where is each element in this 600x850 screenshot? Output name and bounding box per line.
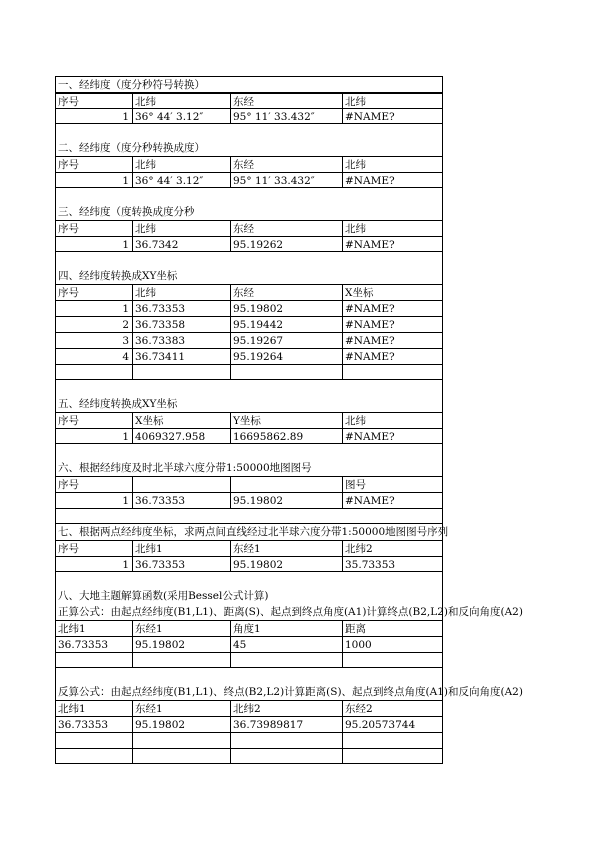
section-4-empty-row [55, 364, 443, 380]
data-cell[interactable]: 1 [55, 492, 133, 508]
data-cell[interactable]: #NAME? [343, 428, 443, 444]
header-cell[interactable]: 北纬 [343, 93, 443, 109]
empty-cell[interactable] [133, 364, 231, 380]
empty-cell[interactable] [55, 652, 133, 668]
section-7-header-row [55, 540, 443, 556]
data-cell[interactable]: 95.19267 [231, 332, 343, 348]
data-cell[interactable]: 36.73411 [133, 348, 231, 364]
data-cell[interactable]: 95.20573744 [343, 716, 443, 732]
header-cell[interactable]: 北纬 [343, 412, 443, 428]
header-cell[interactable]: 序号 [55, 156, 133, 172]
data-cell[interactable]: 95.19802 [231, 492, 343, 508]
data-cell[interactable]: 36.73353 [55, 716, 133, 732]
section-2-data-row [55, 172, 443, 188]
header-cell[interactable]: 东经 [231, 93, 343, 109]
data-cell[interactable]: 95.19802 [133, 636, 231, 652]
inverse-caption-row [55, 684, 523, 700]
section-2-header-row [55, 156, 443, 172]
blank-row [55, 444, 443, 460]
blank-row [55, 124, 443, 140]
section-8-title-row [55, 588, 443, 604]
section-1-title-row [55, 76, 443, 92]
data-cell[interactable]: 45 [231, 636, 343, 652]
data-cell[interactable]: 36.73353 [133, 492, 231, 508]
header-cell[interactable]: 北纬 [133, 156, 231, 172]
data-cell[interactable]: #NAME? [343, 172, 443, 188]
data-cell[interactable]: 95° 11′ 33.432″ [231, 172, 343, 188]
blank-row [55, 380, 443, 396]
data-cell[interactable]: 1 [55, 108, 133, 124]
section-7-data-row [55, 556, 443, 572]
empty-cell[interactable] [343, 364, 443, 380]
header-cell[interactable]: 东经 [231, 220, 343, 236]
section-3-title-row [55, 204, 443, 220]
section-5-header-row [55, 412, 443, 428]
section-1-data-row [55, 108, 443, 124]
header-cell[interactable]: 序号 [55, 220, 133, 236]
blank-row [55, 668, 443, 684]
header-cell[interactable]: 北纬1 [55, 700, 133, 716]
data-cell[interactable]: #NAME? [343, 332, 443, 348]
inverse-empty-row [55, 748, 443, 764]
data-cell[interactable]: 36.73353 [55, 636, 133, 652]
data-cell[interactable]: 95.19802 [231, 556, 343, 572]
empty-cell[interactable] [343, 732, 443, 748]
header-cell[interactable]: 角度1 [231, 620, 343, 636]
empty-cell[interactable] [55, 732, 133, 748]
forward-header-row [55, 620, 443, 636]
section-3-header-row [55, 220, 443, 236]
header-cell[interactable]: 北纬 [133, 284, 231, 300]
data-cell[interactable]: 36.73353 [133, 300, 231, 316]
header-cell[interactable]: 距离 [343, 620, 443, 636]
data-cell[interactable]: 36.73353 [133, 556, 231, 572]
section-title: 二、经纬度（度分秒转换成度） [55, 140, 443, 156]
section-title: 五、经纬度转换成XY坐标 [55, 396, 443, 412]
section-4-data-row [55, 348, 443, 364]
header-cell[interactable]: X坐标 [133, 412, 231, 428]
header-cell[interactable] [133, 476, 231, 492]
section-title: 八、大地主题解算函数(采用Bessel公式计算) [55, 588, 443, 604]
data-cell[interactable]: 16695862.89 [231, 428, 343, 444]
section-title: 七、根据两点经纬度坐标，求两点间直线经过北半球六度分带1:50000地图图号序列 [55, 524, 443, 540]
header-cell[interactable]: 北纬2 [343, 540, 443, 556]
header-cell[interactable]: 东经 [231, 284, 343, 300]
empty-cell[interactable] [231, 652, 343, 668]
forward-data-row [55, 636, 443, 652]
data-cell[interactable]: 1 [55, 300, 133, 316]
header-cell[interactable]: 序号 [55, 412, 133, 428]
section-title: 四、经纬度转换成XY坐标 [55, 268, 443, 284]
data-cell[interactable]: #NAME? [343, 108, 443, 124]
empty-cell[interactable] [55, 364, 133, 380]
data-cell[interactable]: 95.19264 [231, 348, 343, 364]
empty-cell[interactable] [343, 652, 443, 668]
header-cell[interactable]: 东经 [231, 156, 343, 172]
data-cell[interactable]: 95.19802 [133, 716, 231, 732]
data-cell[interactable]: 95.19262 [231, 236, 343, 252]
data-cell[interactable]: 95.19802 [231, 300, 343, 316]
section-5-data-row [55, 428, 443, 444]
inverse-header-row [55, 700, 443, 716]
header-cell[interactable]: 东经2 [343, 700, 443, 716]
empty-cell[interactable] [343, 748, 443, 764]
header-cell[interactable]: 北纬 [133, 220, 231, 236]
blank-row [55, 188, 443, 204]
data-cell[interactable]: #NAME? [343, 236, 443, 252]
section-3-data-row [55, 236, 443, 252]
section-2-title-row [55, 140, 443, 156]
data-cell[interactable]: 1 [55, 172, 133, 188]
forward-caption-row [55, 604, 523, 620]
data-cell[interactable]: 4 [55, 348, 133, 364]
empty-cell[interactable] [133, 652, 231, 668]
data-cell[interactable]: 3 [55, 332, 133, 348]
section-6-title-row [55, 460, 443, 476]
header-cell[interactable]: 北纬 [343, 220, 443, 236]
section-title: 三、经纬度（度转换成度分秒 [55, 204, 443, 220]
data-cell[interactable]: 1 [55, 556, 133, 572]
header-cell[interactable]: 北纬1 [55, 620, 133, 636]
header-cell[interactable]: Y坐标 [231, 412, 343, 428]
data-cell[interactable]: 36.7342 [133, 236, 231, 252]
empty-cell[interactable] [231, 732, 343, 748]
header-cell[interactable]: 序号 [55, 93, 133, 109]
data-cell[interactable]: 35.73353 [343, 556, 443, 572]
data-cell[interactable]: 1000 [343, 636, 443, 652]
section-4-title-row [55, 268, 443, 284]
data-cell[interactable]: 95.19442 [231, 316, 343, 332]
data-cell[interactable]: #NAME? [343, 348, 443, 364]
data-cell[interactable]: 36° 44′ 3.12″ [133, 172, 231, 188]
section-4-data-row [55, 332, 443, 348]
header-cell[interactable]: 序号 [55, 476, 133, 492]
inverse-data-row [55, 716, 443, 732]
data-cell[interactable]: #NAME? [343, 492, 443, 508]
header-cell[interactable]: 序号 [55, 540, 133, 556]
blank-row [55, 252, 443, 268]
header-cell[interactable]: 图号 [343, 476, 443, 492]
data-cell[interactable]: 2 [55, 316, 133, 332]
empty-cell[interactable] [231, 364, 343, 380]
section-6-data-row [55, 492, 443, 508]
header-cell[interactable]: 北纬 [133, 93, 231, 109]
empty-cell[interactable] [55, 748, 133, 764]
section-1-header-row [55, 92, 443, 108]
header-cell[interactable]: 东经1 [231, 540, 343, 556]
blank-row [55, 572, 443, 588]
data-cell[interactable]: #NAME? [343, 300, 443, 316]
section-7-title-row [55, 524, 449, 540]
data-cell[interactable]: 4069327.958 [133, 428, 231, 444]
data-cell[interactable]: 36.73989817 [231, 716, 343, 732]
empty-cell[interactable] [133, 748, 231, 764]
header-cell[interactable]: X坐标 [343, 284, 443, 300]
section-5-title-row [55, 396, 443, 412]
inverse-empty-row [55, 732, 443, 748]
data-cell[interactable]: 1 [55, 236, 133, 252]
section-6-header-row [55, 476, 443, 492]
header-cell[interactable] [231, 476, 343, 492]
spreadsheet [55, 76, 523, 764]
header-cell[interactable]: 东经1 [133, 700, 231, 716]
data-cell[interactable]: 36° 44′ 3.12″ [133, 108, 231, 124]
data-cell[interactable]: #NAME? [343, 316, 443, 332]
forward-formula-caption: 正算公式：由起点经纬度(B1,L1)、距离(S)、起点到终点角度(A1)计算终点(B2,L2)和反向角度(A2) [55, 604, 443, 620]
section-4-data-row [55, 300, 443, 316]
section-4-data-row [55, 316, 443, 332]
header-cell[interactable]: 北纬 [343, 156, 443, 172]
empty-cell[interactable] [133, 732, 231, 748]
inverse-formula-caption: 反算公式：由起点经纬度(B1,L1)、终点(B2,L2)计算距离(S)、起点到终点角度(A1)和反向角度(A2) [55, 684, 443, 700]
header-cell[interactable]: 北纬1 [133, 540, 231, 556]
section-title: 六、根据经纬度及时北半球六度分带1:50000地图图号 [55, 460, 443, 476]
data-cell[interactable]: 95° 11′ 33.432″ [231, 108, 343, 124]
section-title: 一、经纬度（度分秒符号转换） [55, 76, 443, 92]
section-4-header-row [55, 284, 443, 300]
forward-empty-row [55, 652, 443, 668]
header-cell[interactable]: 北纬2 [231, 700, 343, 716]
empty-cell[interactable] [231, 748, 343, 764]
header-cell[interactable]: 东经1 [133, 620, 231, 636]
data-cell[interactable]: 36.73358 [133, 316, 231, 332]
header-cell[interactable]: 序号 [55, 284, 133, 300]
blank-row [55, 508, 443, 524]
data-cell[interactable]: 36.73383 [133, 332, 231, 348]
data-cell[interactable]: 1 [55, 428, 133, 444]
